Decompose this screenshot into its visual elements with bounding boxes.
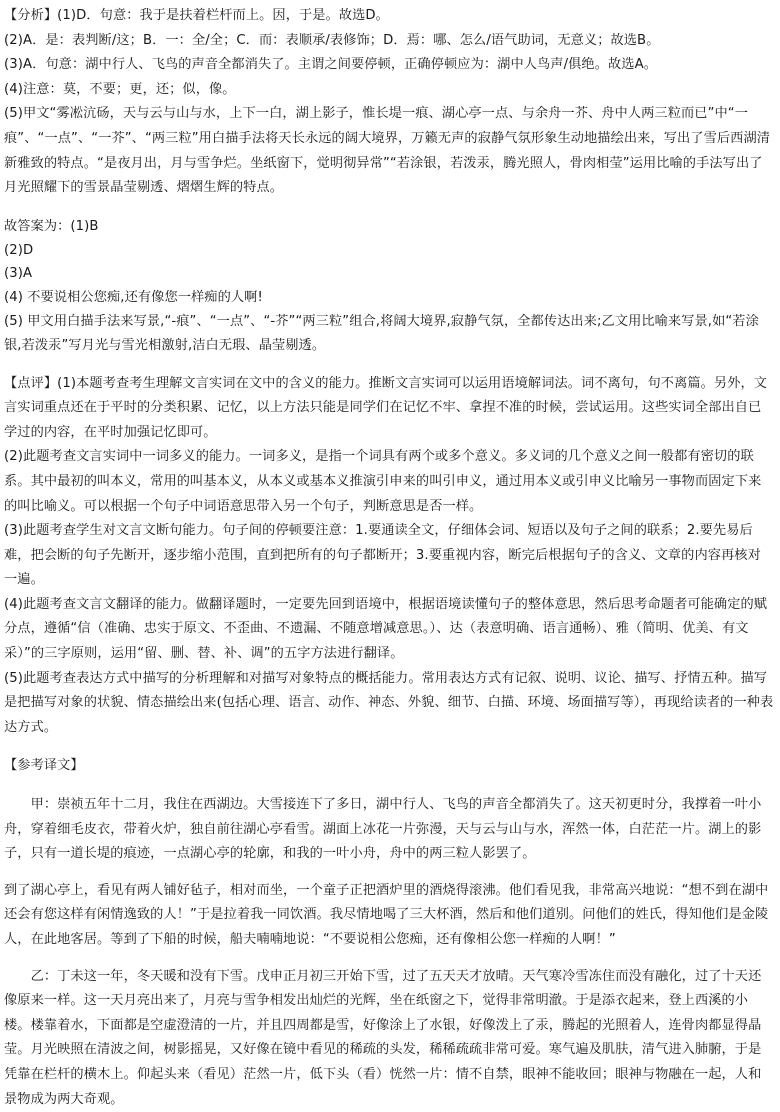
comment-line: (4)此题考查文言文翻译的能力。做翻译题时，一定要先回到语境中，根据语境读懂句子的整体意思，然后思考命题者可能确定的赋分点，遵循“信（准确、忠实于原文、不歪曲、不遗漏、不随意增减意思。）、达（表意明确、语言通畅）、雅（简明、优美、有文采）”的三字原则，运用“留、删、替、补、调”的五字方法进行翻译。 — [4, 596, 768, 662]
answer-line: (2)D — [4, 242, 34, 258]
answer-line: (4) 不要说相公您痴,还有像您一样痴的人啊! — [4, 290, 263, 306]
analysis-line: (3)A．句意：湖中行人、飞鸟的声音全都消失了。主谓之间要停顿，正确停顿应为：湖中人鸟声/俱绝。故选A。 — [4, 57, 657, 73]
answer-line: (3)A — [4, 266, 33, 282]
answer-section — [4, 215, 774, 358]
comment-line: (3)此题考查学生对文言文断句能力。句子间的停顿要注意：1.要通读全文，仔细体会词、短语以及句子之间的联系；2.要先易后难，把会断的句子先断开，逐步缩小范围，直到把所有的句子都断开；3.要重视内容，断完后根据句子的含义、文章的内容再核对一遍。 — [4, 523, 761, 588]
analysis-line: (2)A．是：表判断/这；B．一：全/全；C．而：表顺承/表修饰；D．焉：哪、怎么/语气助词，无意义；故选B。 — [4, 32, 660, 48]
translation-paragraph: 到了湖心亭上，看见有两人铺好毡子，相对而坐，一个童子正把酒炉里的酒烧得滚沸。他们看见我，非常高兴地说：“想不到在湖中还会有您这样有闲情逸致的人！”于是拉着我一同饮酒。我尽情地喝了三大杯酒，然后和他们道别。问他们的姓氏，得知他们是金陵人，在此地客居。等到了下船的时候，船夫喃喃地说：“不要说相公您痴，还有像相公您一样痴的人啊！” — [4, 882, 769, 947]
comment-line: (2)此题考查文言实词中一词多义的能力。一词多义，是指一个词具有两个或多个意义。多义词的几个意义之间一般都有密切的联系。其中最初的叫本义，常用的叫基本义，从本义或基本义推演引申来的叫引申义，通过用本义或引申义比喻另一事物而固定下来的叫比喻义。可以根据一个句子中词语意思带入另一个句子，判断意思是否一样。 — [4, 449, 762, 514]
translation-title: 【参考译文】 — [4, 758, 84, 774]
comment-line: (5)此题考查表达方式中描写的分析理解和对描写对象特点的概括能力。常用表达方式有记叙、说明、议论、描写、抒情五种。描写是把描写对象的状貌、情态描绘出来(包括心理、语言、动作、神态、外貌、细节、白描、环境、场面描写等），再现给读者的一种表达方式。 — [4, 670, 774, 735]
translation-paragraph: 乙：丁未这一年，冬天暖和没有下雪。戊申正月初三开始下雪，过了五天天才放晴。天气寒冷雪冻住而没有融化，过了十天还像原来一样。这一天月亮出来了，月亮与雪争相发出灿烂的光辉，坐在纸窗之下，觉得非常明澈。于是添衣起来，登上西溪的小楼。楼靠着水，下面都是空虚澄清的一片，并且四周都是雪，好像涂上了水银，好像泼上了汞，腾起的光照着人，连骨肉都显得晶莹。月光映照在清波之间，树影摇晃，又好像在镜中看见的稀疏的头发，稀稀疏疏非常可爱。寒气遍及肌肤，清气进入肺腑，于是凭靠在栏杆的横木上。仰起头来（看见）茫然一片，低下头（看）恍然一片：情不自禁，眼神不能收回；眼神与物融在一起，人和景物成为两大奇观。 — [4, 968, 762, 1107]
answer-line: 故答案为：(1)B — [4, 218, 99, 234]
translation-section — [4, 754, 774, 1112]
analysis-line: 【分析】(1)D．句意：我于是扶着栏杆而上。因，于是。故选D。 — [4, 8, 389, 23]
comment-line: 【点评】(1)本题考查考生理解文言实词在文中的含义的能力。推断文言实词可以运用语境解词法。词不离句，句不离篇。另外，文言实词重点还在于平时的分类积累、记忆，以上方法只能是同学们在记忆不牢、拿捏不准的时候，尝试运用。这些实词全部出自已学过的内容，在平时加强记忆即可。 — [4, 375, 768, 440]
answer-line: (5) 甲文用白描手法来写景,“-痕”、“一点”、“-芥”“两三粒”组合,将阔大境界,寂静气氛，全都传达出来;乙文用比喻来写景,如“若涂银,若泼汞”写月光与雪光相激射,洁白无瑕、晶莹剔透。 — [4, 313, 759, 353]
analysis-line: (4)注意：莫，不要；更，还；似，像。 — [4, 81, 236, 97]
analysis-line: (5)甲文“雾凇沆砀，天与云与山与水，上下一白，湖上影子，惟长堤一痕、湖心亭一点、与余舟一芥、舟中人两三粒而已”中“一痕”、“一点”、“一芥”、“两三粒”用白描手法将天长永远的阔大境界，万籁无声的寂静气氛形象生动地描绘出来，写出了雪后西湖清新雅致的特点。“是夜月出，月与雪争烂。坐纸窗下，觉明彻异常”“若涂银，若泼汞，腾光照人，骨肉相莹”运用比喻的手法写出了月光照耀下的雪景晶莹剔透、熠熠生辉的特点。 — [4, 106, 771, 196]
translation-paragraph: 甲：崇祯五年十二月，我住在西湖边。大雪接连下了多日，湖中行人、飞鸟的声音全都消失了。这天初更时分，我撑着一叶小舟，穿着细毛皮衣，带着火炉，独自前往湖心亭看雪。湖面上冰花一片弥漫，天与云与山与水，浑然一体，白茫茫一片。湖上的影子，只有一道长堤的痕迹，一点湖心亭的轮廓，和我的一叶小舟，舟中的两三粒人影罢了。 — [4, 797, 762, 862]
analysis-section — [4, 4, 774, 201]
comment-section — [4, 372, 774, 741]
